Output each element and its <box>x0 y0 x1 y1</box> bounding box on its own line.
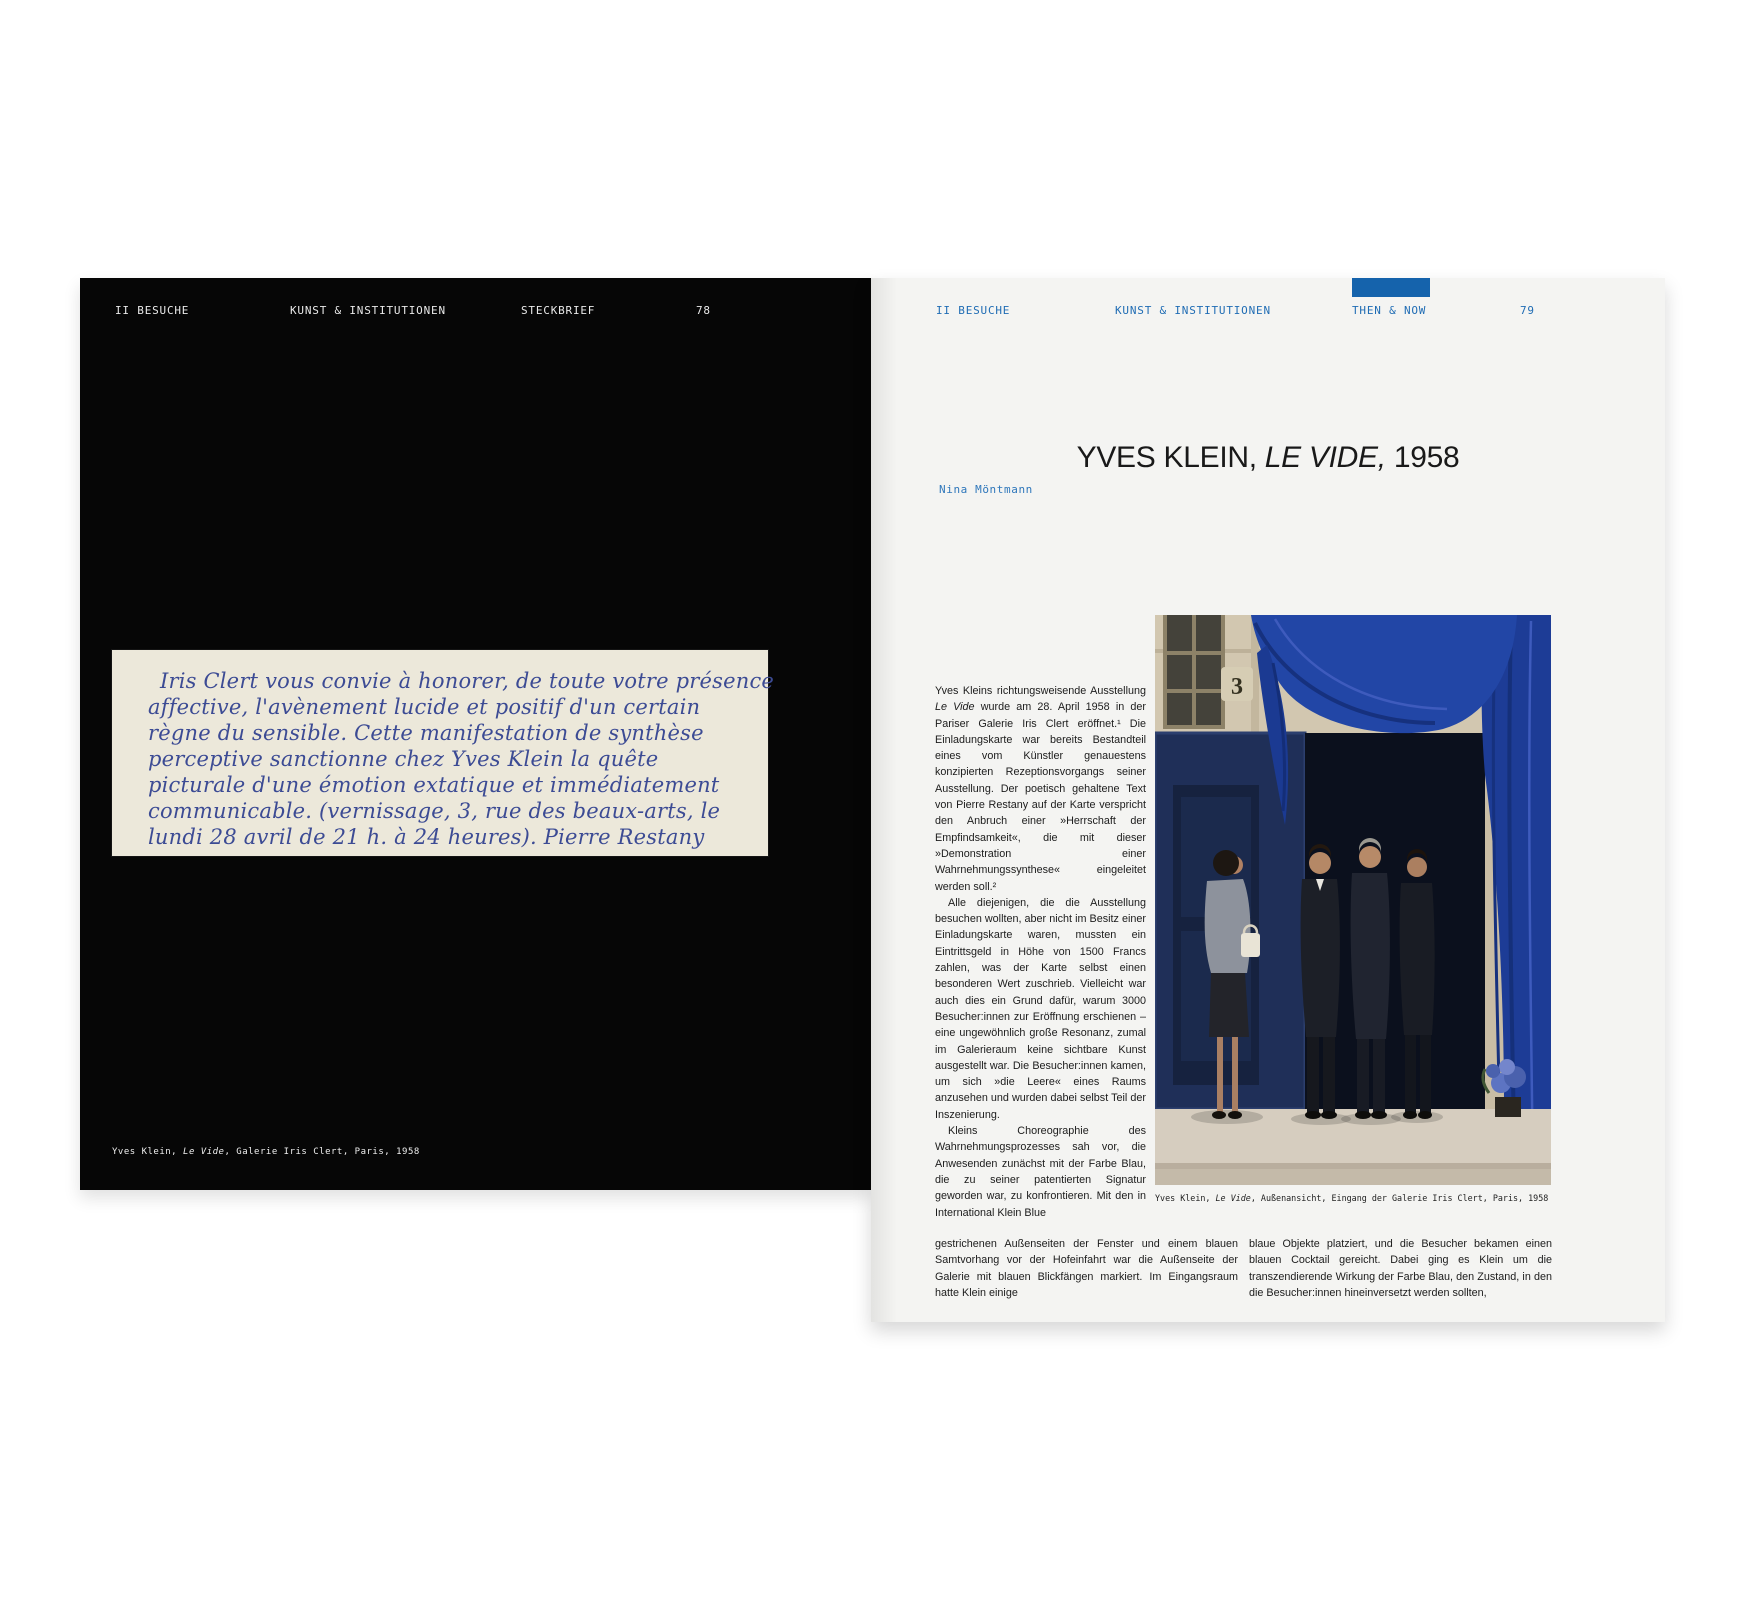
title-work-title: LE VIDE, <box>1264 441 1386 474</box>
invitation-line: affective, l'avènement lucide et positif d'un certain <box>148 695 701 719</box>
body-column-wide-left <box>935 1236 1238 1304</box>
left-header-section: KUNST & INSTITUTIONEN <box>290 304 446 317</box>
invitation-line: règne du sensible. Cette manifestation de synthèse <box>148 721 704 745</box>
title-year: 1958 <box>1385 441 1460 474</box>
caption-text: , Außenansicht, Eingang der Galerie Iris Clert, Paris, 1958 <box>1250 1193 1549 1203</box>
body-paragraph: gestrichenen Außenseiten der Fenster und einem blauen Samtvorhang vor der Hofeinfahrt war die Außenseite der Galerie mit blauen Blickfängen markiert. Im Eingangsraum hatte Klein einige <box>935 1238 1238 1299</box>
body-paragraph: Kleins Choreographie des Wahrnehmungsprozesses sah vor, die Anwesenden zunächst mit der Farbe Blau, die zu seiner patentierten Signatur geworden war, zu konfrontieren. Mit den in International Klein Blue <box>935 1125 1146 1219</box>
body-paragraph: blaue Objekte platziert, und die Besucher bekamen einen blauen Cocktail gereicht. Dabei ging es Klein um die transzendierende Wirkung der Farbe Blau, den Zustand, in den die Besucher:innen hineinversetzt werden sollten, <box>1249 1238 1552 1299</box>
body-work-title: Le Vide <box>935 701 975 714</box>
body-text-run: wurde am 28. April 1958 in der Pariser Galerie Iris Clert eröffnet.¹ Die Einladungskarte war bereits Bestandteil eines vom Künstler genauestens konzipierten Rezeptionsvorgangs seiner Ausstellung. Der poetisch gehaltene Text von Pierre Restany auf der Karte verspricht den Anbruch einer »Herrschaft der Empfindsamkeit«, die mit dieser »Demonstration einer Wahrnehmungssynthese« eingeleitet werden soll.² <box>935 701 1146 893</box>
invitation-line: communicable. (vernissage, 3, rue des beaux-arts, le <box>148 799 721 823</box>
caption-text: Yves Klein, <box>112 1147 184 1157</box>
body-paragraph <box>935 683 1146 895</box>
invitation-card <box>112 650 775 856</box>
invitation-line: perceptive sanctionne chez Yves Klein la quête <box>148 747 659 771</box>
right-page <box>871 278 1665 1322</box>
left-image-caption <box>112 1147 420 1157</box>
title-text: YVES KLEIN, <box>1076 441 1265 474</box>
left-page-header <box>80 304 871 320</box>
body-column-narrow <box>935 683 1146 1237</box>
photo-window <box>1163 615 1225 729</box>
caption-work-title: Le Vide <box>1215 1193 1251 1203</box>
caption-text: Yves Klein, <box>1155 1193 1216 1203</box>
caption-work-title: Le Vide <box>183 1147 225 1157</box>
photo-street-number-plaque <box>1221 667 1253 701</box>
right-page-header <box>871 304 1665 320</box>
blue-tab-marker <box>1352 278 1430 297</box>
body-text-run: Yves Kleins richtungsweisende Ausstellung <box>935 685 1146 697</box>
article-title <box>871 441 1665 475</box>
invitation-line: picturale d'une émotion extatique et immédiatement <box>148 773 720 797</box>
body-column-wide-right <box>1249 1236 1552 1304</box>
author-name: Nina Möntmann <box>939 483 1033 496</box>
photo-caption <box>1155 1193 1555 1203</box>
right-header-section: KUNST & INSTITUTIONEN <box>1115 304 1271 317</box>
gallery-photo <box>1155 615 1551 1185</box>
right-header-chapter: II BESUCHE <box>936 304 1011 317</box>
left-page <box>80 278 871 1190</box>
body-paragraph: Alle diejenigen, die die Ausstellung besuchen wollten, aber nicht im Besitz einer Einladungskarte waren, mussten ein Eintrittsgeld in Höhe von 1500 Francs zahlen, was der Karte selbst einen besonderen Wert zuschrieb. Vielleicht war auch dies ein Grund dafür, warum 3000 Besucher:innen zur Eröffnung erschienen – eine ungewöhnlich große Resonanz, zumal im Galerieraum keine sichtbare Kunst ausgestellt war. Die Besucher:innen kamen, um sich »die Leere« eines Raums anzusehen und wurden dabei selbst Teil der Inszenierung. <box>935 896 1146 1121</box>
left-header-page-number: 78 <box>696 304 711 317</box>
left-header-rubric: STECKBRIEF <box>521 304 596 317</box>
left-header-chapter: II BESUCHE <box>115 304 190 317</box>
invitation-line: lundi 28 avril de 21 h. à 24 heures). Pierre Restany <box>148 825 705 849</box>
caption-text: , Galerie Iris Clert, Paris, 1958 <box>224 1147 420 1157</box>
right-header-page-number: 79 <box>1520 304 1535 317</box>
invitation-line: Iris Clert vous convie à honorer, de toute votre présence <box>160 669 775 693</box>
street-number: 3 <box>1231 674 1243 700</box>
right-header-rubric: THEN & NOW <box>1352 304 1427 317</box>
